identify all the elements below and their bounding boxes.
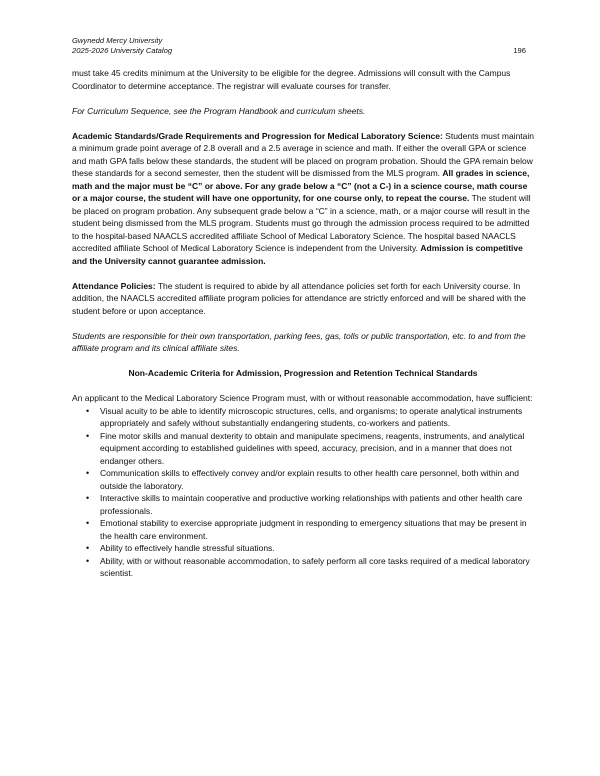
section-heading-technical-standards: Non-Academic Criteria for Admission, Progression and Retention Technical Standards <box>128 368 478 378</box>
running-header <box>72 36 172 56</box>
academic-bold-2: Admission is competitive and the University cannot guarantee admission. <box>72 243 523 266</box>
paragraph-academic-standards <box>72 130 534 268</box>
list-item: • Ability to effectively handle stressful situations. <box>86 543 275 553</box>
list-item: • Communication skills to effectively convey and/or explain results to other health care personnel, both within and outside the laboratory. <box>86 468 519 491</box>
academic-heading: Academic Standards/Grade Requirements and Progression for Medical Laboratory Science: <box>72 130 443 141</box>
list-item: • Visual acuity to be able to identify microscopic structures, cells, and organisms; to operate analytical instruments appropriately and safely without substantially endangering students, co-workers and patients. <box>86 405 523 428</box>
paragraph-transfer: must take 45 credits minimum at the University to be eligible for the degree. Admissions will consult with the Campus Coordinator to determine acceptance. The registrar will evaluate courses for transfer. <box>72 68 511 91</box>
list-item: • Emotional stability to exercise appropriate judgment in responding to emergency situations that may be present in the health care environment. <box>86 518 527 541</box>
paragraph-curriculum: For Curriculum Sequence, see the Program Handbook and curriculum sheets. <box>72 105 366 116</box>
list-item: • Fine motor skills and manual dexterity to obtain and manipulate specimens, reagents, instruments, and analytical equipment according to established guidelines with speed, accuracy, precision, and in a manner that does not endanger others. <box>86 430 525 466</box>
bullet-icon: • <box>86 518 90 528</box>
attendance-text: The student is required to abide by all attendance policies set forth for each University course. In addition, the NAACLS accredited affiliate program policies for attendance are strictly enforced and will be shared with the student before or upon acceptance. <box>72 280 526 316</box>
paragraph-attendance <box>72 280 534 318</box>
page-content <box>72 67 534 580</box>
technical-standards-list <box>72 405 534 580</box>
academic-text-2: The student will be placed on program probation. Any subsequent grade below a “C” in a science, math, or a major course will result in the student being dismissed from the MLS program. Students must go through the admission process required to be admitted to the hospital-based NAACLS accredited affiliate School of Medical Laboratory Science. The hospital based NAACLS accredited affiliate School of Medical Laboratory Science is independent from the University. <box>72 193 531 253</box>
academic-bold-1: All grades in science, math and the major must be “C” or above. For any grade below a “C” (not a C-) in a science course, math course or a major course, the student will have one opportunity, for one course only, to repeat the course. <box>72 168 530 203</box>
bullet-icon: • <box>86 493 90 503</box>
page-number: 196 <box>513 46 526 55</box>
bullet-icon: • <box>86 405 90 416</box>
header-catalog: 2025-2026 University Catalog <box>72 46 173 55</box>
academic-text-1: Students must maintain a minimum grade point average of 2.8 overall and a 2.5 average in science and math. If either the overall GPA or science and math GPA falls below these standards, the student will be placed on program probation. Should the GPA remain below these standards for a second semester, then the student will be dismissed from the MLS program. <box>72 130 534 178</box>
bullet-icon: • <box>86 430 90 441</box>
attendance-heading: Attendance Policies: <box>72 280 156 291</box>
list-item: • Ability, with or without reasonable accommodation, to safely perform all core tasks required of a medical laboratory scientist. <box>86 555 530 578</box>
bullet-icon: • <box>86 468 90 478</box>
paragraph-intro: An applicant to the Medical Laboratory Science Program must, with or without reasonable accommodation, have sufficient: <box>72 393 533 403</box>
header-university: Gwynedd Mercy University <box>72 36 163 45</box>
list-item: • Interactive skills to maintain cooperative and productive working relationships with patients and other health care professionals. <box>86 493 523 516</box>
bullet-icon: • <box>86 555 90 566</box>
paragraph-transportation: Students are responsible for their own transportation, parking fees, gas, tolls or public transportation, etc. to and from the affiliate program and its clinical affiliate sites. <box>72 330 526 353</box>
bullet-icon: • <box>86 543 90 553</box>
